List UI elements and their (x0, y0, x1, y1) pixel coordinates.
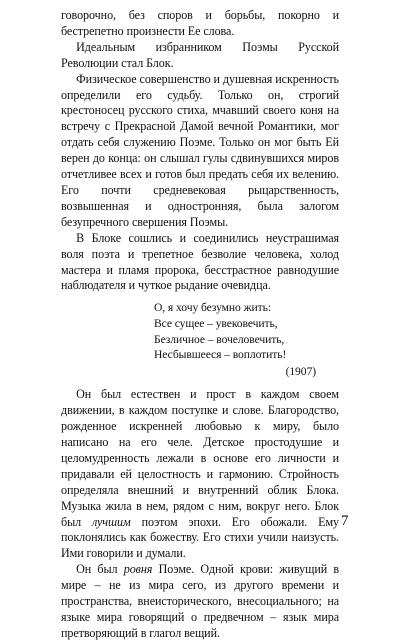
emphasis-word: ровня (123, 562, 153, 577)
verse-quote (154, 300, 339, 379)
page-number: 7 (341, 513, 349, 529)
emphasis-word: лучшим (91, 514, 131, 529)
paragraph-6-rest: Поэме. Одной крови: живущий в мире – не из мира сего, из другого времени и пространства, внеисторического, внесоциального; на языке мира говорящий о предвечном – язык мира претворяющий в глагол вещий. (61, 562, 339, 640)
paragraph-2: Идеальным избранником Поэмы Русской Революции стал Блок. (61, 39, 339, 70)
paragraph-4: В Блоке сошлись и соединились неустрашимая воля поэта и трепетное безволие человека, холод мастера и пламя пророка, бесстрастное равнодушие наблюдателя и чуткое рыдание очевидца. (61, 230, 339, 293)
paragraph-5-rest: поэтом эпохи. Его обожали. Ему поклонялись как божеству. Его стихи учили наизусть. Ими говорили и думали. (61, 514, 339, 561)
paragraph-6 (61, 562, 339, 642)
paragraph-5-text: Он был естествен и прост в каждом своем движении, в каждом поступке и слове. Благородство, рожденное искренней любовью к миру, было написано на его челе. Детское простодушие и целомудренность лежали в основе его личности и придавали ей целостность и гармонию. Стройность определяла внешний и внутренний облик Блока. Музыка жила в нем, рядом с ним, вокруг него. Блок был (61, 387, 339, 529)
paragraph-1: говорочно, без споров и борьбы, покорно и бестрепетно произнести Ее слова. (61, 8, 339, 38)
paragraph-6-start: Он был (76, 562, 118, 577)
paragraph-3: Физическое совершенство и душевная искренность определили его судьбу. Только он, строгий крестоносец русского стиха, мчавший своего коня на встречу с Прекрасной Дамой вечной Романтики, мог отдать себя служению Поэме. Только он мог быть Ей верен до конца: он слышал гулы сдвинувшихся миров отчетливее всех и готов был предать себя их велению. Его почти средневековая рыцарственность, возвышенная и одностронняя, была залогом безупречного свершения Поэмы. (61, 71, 339, 229)
verse-line: О, я хочу безумно жить: (154, 301, 271, 315)
verse-date: (1907) (285, 364, 316, 378)
verse-line: Безличное – вочеловечить, (154, 332, 285, 346)
verse-line: Все сущее – увековечить, (154, 316, 278, 330)
page-text (61, 8, 339, 642)
paragraph-5 (61, 387, 339, 562)
verse-line: Несбывшееся – воплотить! (154, 348, 287, 362)
